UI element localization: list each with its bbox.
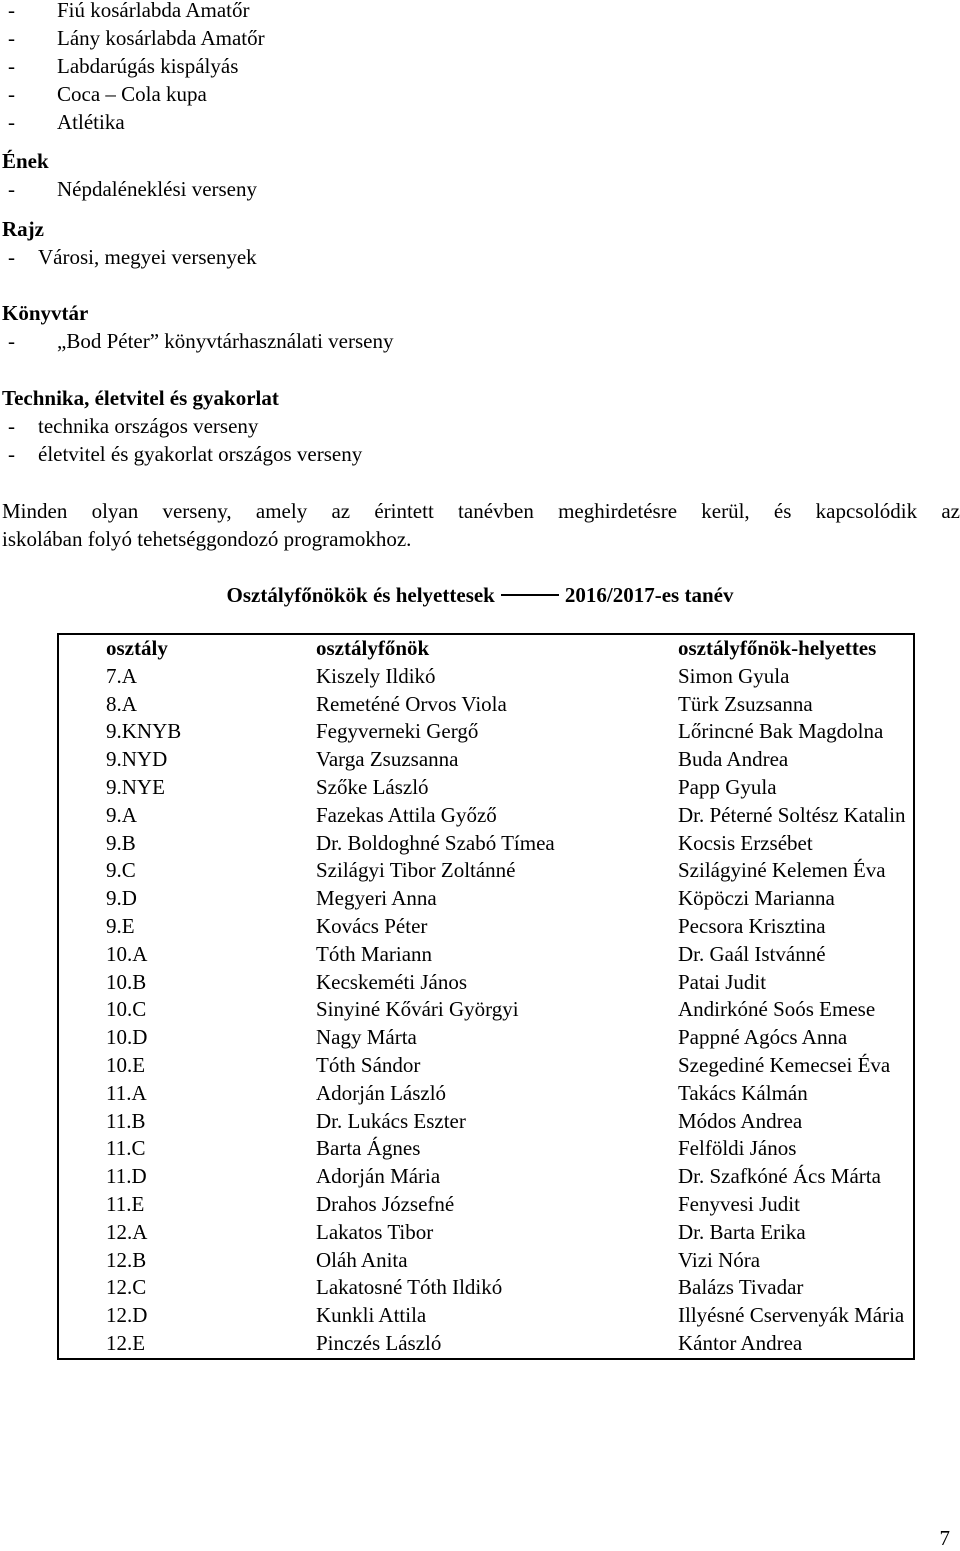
cell-deputy: Illyésné Cservenyák Mária [678,1303,905,1328]
cell-deputy: Patai Judit [678,969,767,994]
cell-class: 9.E [106,913,135,938]
cell-deputy: Dr. Szafkóné Ács Márta [678,1164,881,1189]
table-row [58,969,914,997]
cell-deputy: Simon Gyula [678,663,790,688]
cell-head-teacher: Fazekas Attila Győző [316,802,497,827]
table-row [58,996,914,1024]
cell-class: 9.C [106,858,136,883]
header-osztalyfonok: osztályfőnök [316,636,430,660]
section-heading-konyvtar: Könyvtár [2,301,89,325]
table-row [58,830,914,858]
table-title-right: 2016/2017-es tanév [564,583,734,607]
table-row [58,691,914,719]
table-row [58,1274,914,1302]
cell-deputy: Andirkóné Soós Emese [678,997,876,1022]
cell-head-teacher: Kiszely Ildikó [316,663,436,688]
table-row [58,1108,914,1136]
cell-class: 10.A [106,941,148,966]
cell-deputy: Dr. Péterné Soltész Katalin [678,802,906,827]
cell-deputy: Módos Andrea [678,1108,803,1133]
table-row [58,1080,914,1108]
cell-head-teacher: Adorján László [316,1080,447,1105]
page-number: 7 [939,1526,950,1550]
cell-class: 10.D [106,1025,148,1050]
cell-class: 10.C [106,997,147,1022]
table-row [58,718,914,746]
cell-class: 11.A [106,1080,147,1105]
cell-deputy: Pappné Agócs Anna [678,1025,848,1050]
cell-deputy: Türk Zsuzsanna [678,691,813,716]
cell-head-teacher: Szőke László [316,774,429,799]
table-row [58,1330,914,1359]
section-heading-technika: Technika, életvitel és gyakorlat [2,386,279,410]
cell-head-teacher: Dr. Boldoghné Szabó Tímea [316,830,555,855]
cell-head-teacher: Oláh Anita [316,1247,408,1272]
cell-deputy: Felföldi János [678,1136,797,1161]
section-heading-enek: Ének [2,149,49,173]
table-header-row [58,634,914,663]
header-osztaly: osztály [106,636,168,660]
cell-class: 12.B [106,1247,147,1272]
cell-head-teacher: Tóth Sándor [316,1052,421,1077]
cell-head-teacher: Barta Ágnes [316,1136,421,1161]
cell-class: 12.E [106,1330,146,1355]
cell-head-teacher: Kunkli Attila [316,1303,427,1328]
cell-class: 11.B [106,1108,146,1133]
cell-deputy: Fenyvesi Judit [678,1191,800,1216]
table-title-left: Osztályfőnökök és helyettesek [226,583,495,607]
table-row [58,885,914,913]
cell-head-teacher: Dr. Lukács Eszter [316,1108,466,1133]
cell-deputy: Dr. Gaál Istvánné [678,941,826,966]
cell-head-teacher: Lakatosné Tóth Ildikó [316,1275,503,1300]
table-row [58,746,914,774]
cell-class: 12.C [106,1275,147,1300]
cell-class: 12.D [106,1303,148,1328]
header-helyettes: osztályfőnök-helyettes [678,636,877,660]
table-row [58,1191,914,1219]
cell-head-teacher: Kecskeméti János [316,969,468,994]
cell-deputy: Lőrincné Bak Magdolna [678,719,884,744]
cell-deputy: Köpöczi Marianna [678,886,835,911]
table-row [58,1024,914,1052]
table-row [58,1163,914,1191]
cell-deputy: Kántor Andrea [678,1330,803,1355]
table-row [58,1135,914,1163]
cell-deputy: Szilágyiné Kelemen Éva [678,858,886,883]
cell-head-teacher: Varga Zsuzsanna [316,747,459,772]
cell-class: 9.KNYB [106,719,182,744]
cell-class: 7.A [106,663,137,688]
table-row [58,1219,914,1247]
cell-head-teacher: Nagy Márta [316,1025,417,1050]
cell-class: 9.B [106,830,136,855]
table-row [58,857,914,885]
cell-deputy: Szegediné Kemecsei Éva [678,1052,891,1077]
paragraph-line-2: iskolában folyó tehetséggondozó programokhoz. [2,527,412,551]
cell-deputy: Balázs Tivadar [678,1275,804,1300]
table-row [58,913,914,941]
cell-head-teacher: Szilágyi Tibor Zoltánné [316,858,516,883]
table-row [58,1302,914,1330]
class-teachers-table [57,633,915,1360]
cell-deputy: Buda Andrea [678,747,789,772]
table-row [58,941,914,969]
section-heading-rajz: Rajz [2,217,44,241]
cell-head-teacher: Megyeri Anna [316,886,437,911]
cell-head-teacher: Adorján Mária [316,1164,441,1189]
cell-head-teacher: Fegyverneki Gergő [316,719,479,744]
table-title [0,581,960,609]
cell-class: 12.A [106,1219,148,1244]
cell-head-teacher: Pinczés László [316,1330,442,1355]
table-row [58,1052,914,1080]
cell-deputy: Vizi Nóra [678,1247,761,1272]
cell-head-teacher: Lakatos Tibor [316,1219,434,1244]
cell-class: 8.A [106,691,137,716]
cell-class: 9.NYD [106,747,168,772]
cell-class: 10.E [106,1052,146,1077]
cell-deputy: Pecsora Krisztina [678,913,826,938]
title-dash-rule [501,594,559,596]
cell-class: 11.C [106,1136,146,1161]
paragraph-line-1: Minden olyan verseny, amely az érintett tanévben meghirdetésre kerül, és kapcsolódik az [2,499,960,523]
cell-class: 10.B [106,969,147,994]
cell-class: 9.D [106,886,137,911]
cell-class: 11.E [106,1191,145,1216]
cell-class: 9.A [106,802,137,827]
cell-head-teacher: Drahos Józsefné [316,1191,455,1216]
table-row [58,1247,914,1275]
cell-deputy: Takács Kálmán [678,1080,808,1105]
cell-class: 11.D [106,1164,147,1189]
table-row [58,802,914,830]
table-row [58,663,914,691]
cell-deputy: Dr. Barta Erika [678,1219,806,1244]
cell-deputy: Papp Gyula [678,774,777,799]
table-row [58,774,914,802]
cell-head-teacher: Kovács Péter [316,913,428,938]
cell-deputy: Kocsis Erzsébet [678,830,813,855]
cell-head-teacher: Sinyiné Kővári Györgyi [316,997,519,1022]
cell-head-teacher: Tóth Mariann [316,941,433,966]
cell-head-teacher: Remeténé Orvos Viola [316,691,507,716]
cell-class: 9.NYE [106,774,165,799]
